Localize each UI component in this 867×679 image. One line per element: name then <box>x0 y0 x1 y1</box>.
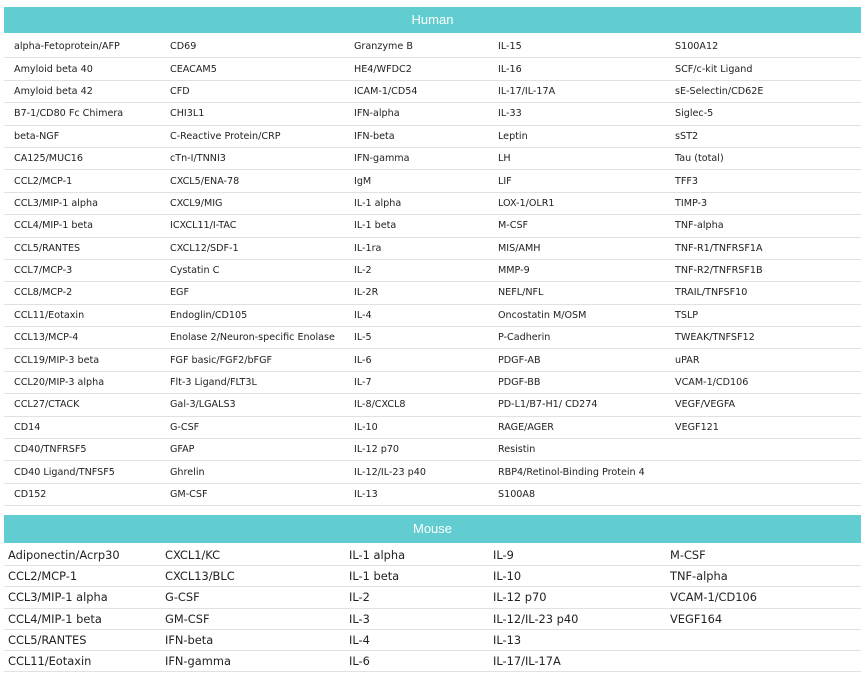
table-row <box>4 259 861 281</box>
human-header <box>4 7 861 33</box>
table-cell: TRAIL/TNFSF10 <box>665 282 861 304</box>
table-cell: GM-CSF <box>160 608 344 629</box>
table-cell: SCF/c-kit Ligand <box>665 58 861 80</box>
table-cell: IL-12/IL-23 p40 <box>344 461 488 483</box>
table-row <box>4 170 861 192</box>
table-cell: Amyloid beta 40 <box>4 58 160 80</box>
table-cell: IL-1ra <box>344 237 488 259</box>
table-row <box>4 103 861 125</box>
table-row <box>4 58 861 80</box>
table-cell: VEGF164 <box>665 608 861 629</box>
table-cell <box>665 483 861 505</box>
table-cell: IL-1 alpha <box>344 545 488 566</box>
table-cell: IL-12/IL-23 p40 <box>488 608 665 629</box>
table-cell: CXCL5/ENA-78 <box>160 170 344 192</box>
table-cell: EGF <box>160 282 344 304</box>
table-cell: IL-12 p70 <box>488 587 665 608</box>
table-row <box>4 237 861 259</box>
table-cell: Cystatin C <box>160 259 344 281</box>
table-row <box>4 327 861 349</box>
table-cell: IL-2R <box>344 282 488 304</box>
table-cell: M-CSF <box>488 215 665 237</box>
table-row <box>4 439 861 461</box>
table-cell: PDGF-BB <box>488 371 665 393</box>
table-cell: IFN-beta <box>344 125 488 147</box>
table-cell: Resistin <box>488 439 665 461</box>
table-cell: Ghrelin <box>160 461 344 483</box>
table-cell: TIMP-3 <box>665 192 861 214</box>
table-cell: CXCL13/BLC <box>160 566 344 587</box>
table-cell: TWEAK/TNFSF12 <box>665 327 861 349</box>
table-cell: RAGE/AGER <box>488 416 665 438</box>
table-cell: IL-4 <box>344 304 488 326</box>
table-row <box>4 349 861 371</box>
table-cell: VCAM-1/CD106 <box>665 587 861 608</box>
table-cell: IL-1 beta <box>344 215 488 237</box>
table-cell: TNF-alpha <box>665 566 861 587</box>
table-cell: VEGF121 <box>665 416 861 438</box>
table-cell: CFD <box>160 80 344 102</box>
table-cell: VCAM-1/CD106 <box>665 371 861 393</box>
table-cell: CCL27/CTACK <box>4 394 160 416</box>
table-row <box>4 215 861 237</box>
table-cell: GM-CSF <box>160 483 344 505</box>
table-cell: PDGF-AB <box>488 349 665 371</box>
table-cell: IgM <box>344 170 488 192</box>
table-cell: IL-10 <box>488 566 665 587</box>
table-cell <box>665 629 861 650</box>
table-cell: cTn-I/TNNI3 <box>160 147 344 169</box>
table-row <box>4 192 861 214</box>
table-cell: IL-17/IL-17A <box>488 650 665 671</box>
table-row <box>4 650 861 671</box>
table-cell: CXCL1/KC <box>160 545 344 566</box>
table-cell: IL-3 <box>344 608 488 629</box>
table-cell: CEACAM5 <box>160 58 344 80</box>
table-cell: Siglec-5 <box>665 103 861 125</box>
table-cell: IL-15 <box>488 36 665 58</box>
table-cell: IL-6 <box>344 650 488 671</box>
table-cell: CD14 <box>4 416 160 438</box>
table-cell: CD40 Ligand/TNFSF5 <box>4 461 160 483</box>
table-cell: CCL4/MIP-1 beta <box>4 608 160 629</box>
table-cell: CCL13/MCP-4 <box>4 327 160 349</box>
table-cell: Enolase 2/Neuron-specific Enolase <box>160 327 344 349</box>
table-cell: HE4/WFDC2 <box>344 58 488 80</box>
table-cell: CXCL12/SDF-1 <box>160 237 344 259</box>
table-cell: CCL8/MCP-2 <box>4 282 160 304</box>
table-cell: CCL7/MCP-3 <box>4 259 160 281</box>
table-cell: RBP4/Retinol-Binding Protein 4 <box>488 461 665 483</box>
human-analyte-table <box>4 36 861 506</box>
table-cell: C-Reactive Protein/CRP <box>160 125 344 147</box>
table-cell: MMP-9 <box>488 259 665 281</box>
table-cell: TFF3 <box>665 170 861 192</box>
table-cell: IL-1 beta <box>344 566 488 587</box>
table-cell: G-CSF <box>160 416 344 438</box>
table-cell: M-CSF <box>665 545 861 566</box>
table-cell: IFN-alpha <box>344 103 488 125</box>
table-cell: LIF <box>488 170 665 192</box>
table-cell: Tau (total) <box>665 147 861 169</box>
table-cell: G-CSF <box>160 587 344 608</box>
table-cell: IL-6 <box>344 349 488 371</box>
mouse-analyte-table <box>4 545 861 672</box>
table-cell: CCL20/MIP-3 alpha <box>4 371 160 393</box>
table-cell: Adiponectin/Acrp30 <box>4 545 160 566</box>
table-cell: Amyloid beta 42 <box>4 80 160 102</box>
table-cell: VEGF/VEGFA <box>665 394 861 416</box>
table-cell: TNF-R1/TNFRSF1A <box>665 237 861 259</box>
table-row <box>4 416 861 438</box>
table-cell: GFAP <box>160 439 344 461</box>
table-row <box>4 566 861 587</box>
table-cell: CCL11/Eotaxin <box>4 650 160 671</box>
table-cell: sST2 <box>665 125 861 147</box>
table-row <box>4 282 861 304</box>
table-cell: IL-2 <box>344 259 488 281</box>
table-cell: IL-13 <box>344 483 488 505</box>
table-row <box>4 80 861 102</box>
table-cell: B7-1/CD80 Fc Chimera <box>4 103 160 125</box>
table-row <box>4 125 861 147</box>
table-cell: sE-Selectin/CD62E <box>665 80 861 102</box>
table-cell: IL-10 <box>344 416 488 438</box>
table-cell: CA125/MUC16 <box>4 147 160 169</box>
table-cell: TNF-R2/TNFRSF1B <box>665 259 861 281</box>
table-cell: MIS/AMH <box>488 237 665 259</box>
table-cell: Gal-3/LGALS3 <box>160 394 344 416</box>
table-row <box>4 147 861 169</box>
table-cell: Oncostatin M/OSM <box>488 304 665 326</box>
table-row <box>4 608 861 629</box>
table-cell: TSLP <box>665 304 861 326</box>
table-row <box>4 304 861 326</box>
table-cell: beta-NGF <box>4 125 160 147</box>
table-cell: IL-8/CXCL8 <box>344 394 488 416</box>
table-cell: PD-L1/B7-H1/ CD274 <box>488 394 665 416</box>
table-cell: CCL4/MIP-1 beta <box>4 215 160 237</box>
table-cell: CD69 <box>160 36 344 58</box>
table-cell: IL-16 <box>488 58 665 80</box>
table-cell: CCL2/MCP-1 <box>4 170 160 192</box>
table-cell: FGF basic/FGF2/bFGF <box>160 349 344 371</box>
table-cell: TNF-alpha <box>665 215 861 237</box>
table-cell: LH <box>488 147 665 169</box>
table-cell: S100A8 <box>488 483 665 505</box>
mouse-title: Mouse <box>412 521 453 536</box>
table-cell: IL-12 p70 <box>344 439 488 461</box>
table-cell: Granzyme B <box>344 36 488 58</box>
table-row <box>4 629 861 650</box>
table-cell: CXCL9/MIG <box>160 192 344 214</box>
table-cell: CD40/TNFRSF5 <box>4 439 160 461</box>
table-cell: IL-33 <box>488 103 665 125</box>
table-row <box>4 483 861 505</box>
table-row <box>4 587 861 608</box>
table-cell: P-Cadherin <box>488 327 665 349</box>
table-cell: CCL3/MIP-1 alpha <box>4 587 160 608</box>
table-cell: alpha-Fetoprotein/AFP <box>4 36 160 58</box>
table-cell: IL-2 <box>344 587 488 608</box>
table-cell: Endoglin/CD105 <box>160 304 344 326</box>
table-cell: NEFL/NFL <box>488 282 665 304</box>
table-cell <box>665 439 861 461</box>
table-cell: CCL19/MIP-3 beta <box>4 349 160 371</box>
table-row <box>4 461 861 483</box>
table-cell: IL-9 <box>488 545 665 566</box>
table-cell: IL-1 alpha <box>344 192 488 214</box>
table-cell: Leptin <box>488 125 665 147</box>
table-cell <box>665 650 861 671</box>
table-row <box>4 545 861 566</box>
table-cell: IL-7 <box>344 371 488 393</box>
table-cell: CCL3/MIP-1 alpha <box>4 192 160 214</box>
table-cell: uPAR <box>665 349 861 371</box>
table-row <box>4 394 861 416</box>
table-cell: IL-4 <box>344 629 488 650</box>
table-cell: CCL2/MCP-1 <box>4 566 160 587</box>
table-row <box>4 36 861 58</box>
table-cell: CD152 <box>4 483 160 505</box>
table-cell: IFN-beta <box>160 629 344 650</box>
table-cell: CHI3L1 <box>160 103 344 125</box>
table-cell: IL-5 <box>344 327 488 349</box>
table-cell: LOX-1/OLR1 <box>488 192 665 214</box>
table-cell: CCL5/RANTES <box>4 629 160 650</box>
human-title: Human <box>411 12 454 27</box>
table-cell: S100A12 <box>665 36 861 58</box>
table-cell: CCL5/RANTES <box>4 237 160 259</box>
table-cell: IFN-gamma <box>160 650 344 671</box>
table-cell: IFN-gamma <box>344 147 488 169</box>
table-cell <box>665 461 861 483</box>
mouse-header <box>4 515 861 543</box>
table-cell: ICAM-1/CD54 <box>344 80 488 102</box>
table-cell: IL-13 <box>488 629 665 650</box>
table-cell: CCL11/Eotaxin <box>4 304 160 326</box>
table-cell: IL-17/IL-17A <box>488 80 665 102</box>
table-row <box>4 371 861 393</box>
table-cell: ICXCL11/I-TAC <box>160 215 344 237</box>
table-cell: Flt-3 Ligand/FLT3L <box>160 371 344 393</box>
